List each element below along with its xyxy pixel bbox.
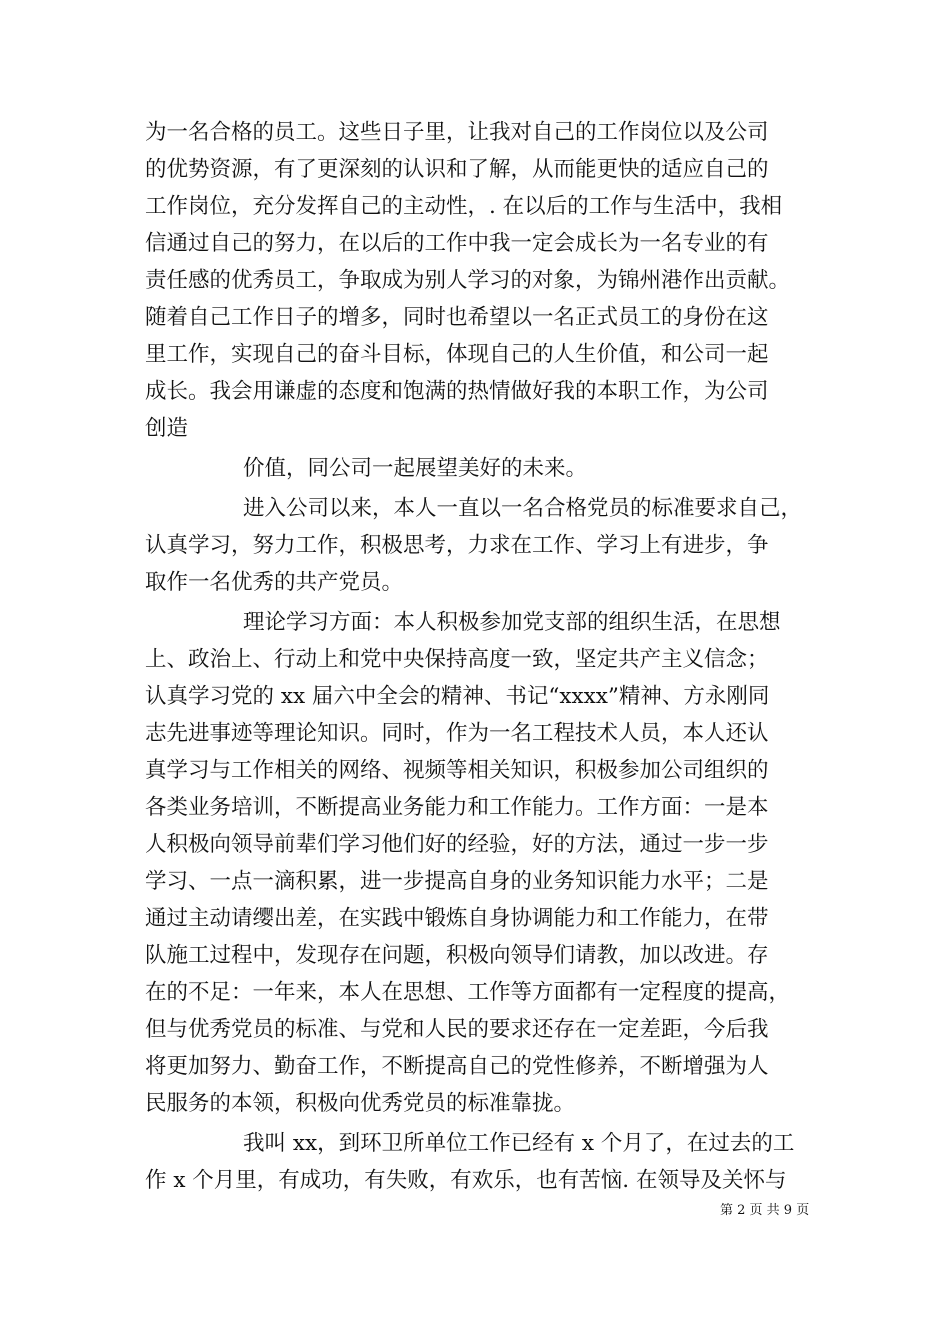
- text-line: 作 x 个月里，有成功，有失败，有欢乐，也有苦恼. 在领导及关怀与: [145, 1168, 787, 1193]
- text-line: 上、政治上、行动上和党中央保持高度一致，坚定共产主义信念；: [145, 647, 769, 672]
- text-line: 信通过自己的努力，在以后的工作中我一定会成长为一名专业的有: [145, 231, 769, 256]
- text-line: 学习、一点一滴积累，进一步提高自身的业务知识能力水平；二是: [145, 869, 769, 894]
- text-line: 志先进事迹等理论知识。同时，作为一名工程技术人员，本人还认: [145, 721, 769, 746]
- text-line: 责任感的优秀员工，争取成为别人学习的对象，为锦州港作出贡献。: [145, 268, 791, 293]
- text-line: 队施工过程中，发现存在问题，积极向领导们请教，加以改进。存: [145, 943, 769, 968]
- text-line: 认真学习党的 xx 届六中全会的精神、书记“xxxx”精神、方永刚同: [145, 684, 770, 709]
- text-line: 随着自己工作日子的增多，同时也希望以一名正式员工的身份在这: [145, 305, 769, 330]
- text-line: 但与优秀党员的标准、与党和人民的要求还存在一定差距，今后我: [145, 1017, 769, 1042]
- text-line: 里工作，实现自己的奋斗目标，体现自己的人生价值，和公司一起: [145, 342, 769, 367]
- text-line: 进入公司以来，本人一直以一名合格党员的标准要求自己，: [243, 496, 803, 521]
- text-line: 工作岗位，充分发挥自己的主动性，. 在以后的工作与生活中，我相: [145, 194, 783, 219]
- body-text: [145, 114, 820, 1199]
- text-line: 创造: [145, 416, 189, 441]
- text-line: 在的不足：一年来，本人在思想、工作等方面都有一定程度的提高，: [145, 980, 791, 1005]
- text-line: 人积极向领导前辈们学习他们好的经验，好的方法，通过一步一步: [145, 832, 769, 857]
- text-line: 各类业务培训，不断提高业务能力和工作能力。工作方面：一是本: [145, 795, 769, 820]
- text-line: 我叫 xx，到环卫所单位工作已经有 x 个月了，在过去的工: [243, 1131, 795, 1156]
- text-line: 将更加努力、勤奋工作，不断提高自己的党性修养，不断增强为人: [145, 1054, 769, 1079]
- text-line: 价值，同公司一起展望美好的未来。: [243, 456, 588, 481]
- text-line: 取作一名优秀的共产党员。: [145, 570, 404, 595]
- page-footer: 第 2 页 共 9 页: [720, 1203, 810, 1218]
- text-line: 通过主动请缨出差，在实践中锻炼自身协调能力和工作能力，在带: [145, 906, 769, 931]
- text-line: 认真学习，努力工作，积极思考，力求在工作、学习上有进步，争: [145, 533, 769, 558]
- text-line: 的优势资源，有了更深刻的认识和了解，从而能更快的适应自己的: [145, 157, 769, 182]
- text-line: 为一名合格的员工。这些日子里，让我对自己的工作岗位以及公司: [145, 120, 769, 145]
- text-line: 真学习与工作相关的网络、视频等相关知识，积极参加公司组织的: [145, 758, 769, 783]
- text-line: 成长。我会用谦虚的态度和饱满的热情做好我的本职工作，为公司: [145, 379, 769, 404]
- text-line: 理论学习方面：本人积极参加党支部的组织生活，在思想: [243, 610, 781, 635]
- text-line: 民服务的本领，积极向优秀党员的标准靠拢。: [145, 1091, 576, 1116]
